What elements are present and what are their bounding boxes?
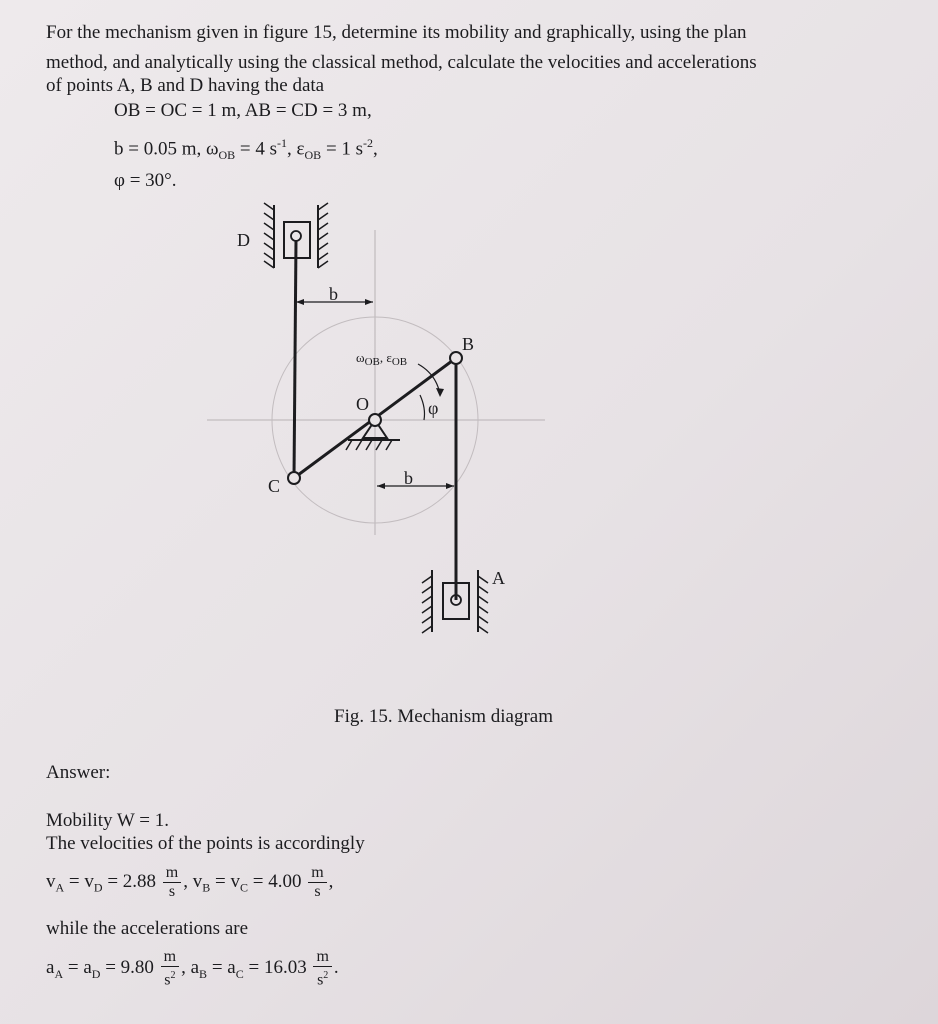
problem-line-3: of points A, B and D having the data — [46, 75, 325, 96]
velocity-equation: $v_A = v_D = 2.88$ $\frac{m}{s}$ , $v_B = v_C = 4.00$ $\frac{m}{s}$ , — [46, 864, 334, 900]
label-b-bottom: b — [404, 468, 413, 488]
label-D: D — [237, 230, 250, 250]
label-C: C — [268, 476, 281, 496]
label-omega-eps: $\omega_{OB}$, $\varepsilon_{OB}$ — [356, 350, 408, 368]
label-B: B — [462, 334, 475, 354]
data-line-lengths: OB = OC = 1 m, AB = CD = 3 m, — [114, 100, 372, 121]
label-phi: φ — [428, 398, 439, 418]
joint-D — [291, 231, 301, 241]
answer-heading: Answer: — [46, 762, 111, 783]
acceleration-equation: $a_A = a_D = 9.80$ $\frac{m}{s^2}$ , $a_B = a_C = 16.03$ $\frac{m}{s^2}$ . — [46, 948, 339, 989]
data-line-angle: φ = 30°. — [114, 170, 177, 191]
label-O: O — [356, 394, 369, 414]
label-A: A — [492, 568, 505, 588]
data-line-kinematics: b = 0.05 m, $\omega_{OB} = 4$ $s^{-1}$, $\varepsilon_{OB} = 1$ $s^{-2}$, — [114, 136, 378, 163]
accelerations-intro: while the accelerations are — [46, 918, 249, 939]
label-b-top: b — [329, 284, 338, 304]
rod-CD — [294, 240, 296, 478]
mobility-line: Mobility W = 1. — [46, 810, 169, 831]
velocities-intro: The velocities of the points is accordingly — [46, 833, 365, 854]
joint-C — [288, 472, 300, 484]
problem-line-1: For the mechanism given in figure 15, determine its mobility and graphically, using the plan — [46, 22, 747, 43]
joint-B — [450, 352, 462, 364]
figure-caption: Fig. 15. Mechanism diagram — [334, 706, 553, 727]
problem-line-2: method, and analytically using the classical method, calculate the velocities and accelerations — [46, 52, 757, 73]
phi-arc — [420, 395, 425, 420]
